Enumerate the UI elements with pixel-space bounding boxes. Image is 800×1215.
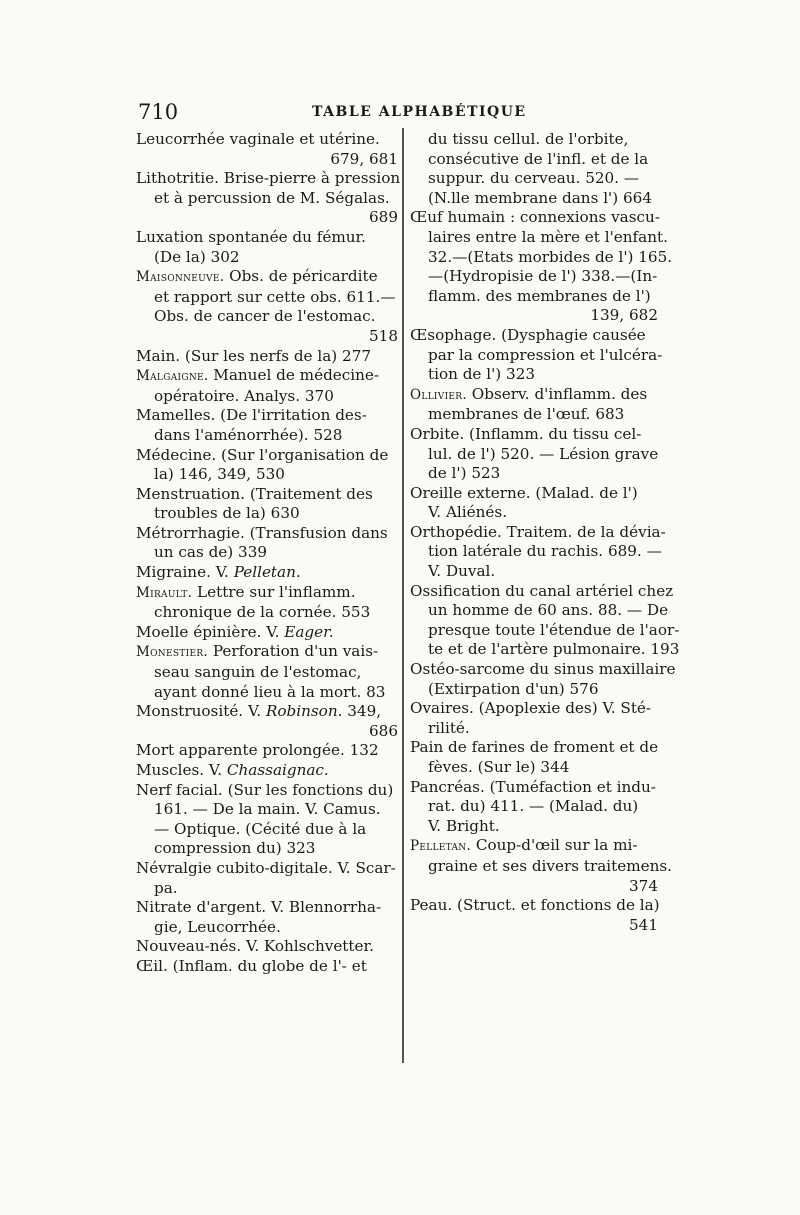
entry-text: (Extirpation d'un) 576 [428, 679, 599, 698]
entry-text: rat. du) 411. — (Malad. du) [428, 797, 639, 816]
index-entry [136, 347, 398, 367]
entry-text: Lettre sur l'inflamm. [192, 582, 356, 601]
index-entry [410, 699, 658, 738]
entry-text: gie, Leucorrhée. [154, 917, 281, 936]
entry-line [136, 288, 398, 308]
running-head: TABLE ALPHABÉTIQUE [312, 104, 527, 120]
entry-line [136, 248, 398, 268]
entry-text: un homme de 60 ans. 88. — De [428, 601, 669, 620]
index-entry [410, 738, 658, 777]
entry-line [136, 839, 398, 859]
entry-line [410, 189, 658, 209]
index-entry [136, 957, 398, 977]
entry-text: rilité. [428, 718, 470, 737]
entry-text: dans l'aménorrhée). 528 [154, 425, 343, 444]
entry-text: graine et ses divers traitemens. [428, 856, 673, 875]
column-divider [402, 128, 405, 1063]
left-column [136, 130, 401, 977]
entry-text: Mamelles. (De l'irritation des- [136, 406, 367, 425]
entry-line [136, 150, 398, 170]
entry-line [136, 347, 398, 367]
entry-line [410, 503, 658, 523]
entry-text: Obs. de cancer de l'estomac. [154, 307, 376, 326]
entry-text: Perforation d'un vais- [208, 642, 379, 661]
entry-line [136, 879, 398, 899]
entry-line [410, 169, 658, 189]
entry-text: Menstruation. (Traitement des [136, 484, 373, 503]
entry-text: — Optique. (Cécité due à la [154, 819, 367, 838]
entry-line [410, 817, 658, 837]
entry-text: Ovaires. (Apoplexie des) V. Sté- [410, 699, 652, 718]
entry-text: un cas de) 339 [154, 543, 268, 562]
entry-text: Nitrate d'argent. V. Blennorrha- [136, 898, 382, 917]
entry-line [136, 307, 398, 327]
index-entry [136, 169, 401, 228]
entry-text: Migraine. V. [136, 563, 234, 582]
entry-line [410, 699, 658, 719]
entry-line [136, 937, 398, 957]
entry-text: Médecine. (Sur l'organisation de [136, 445, 389, 464]
index-entry [136, 583, 398, 623]
entry-line [410, 464, 658, 484]
index-entry [410, 208, 673, 326]
entry-text: (N.lle membrane dans l') 664 [428, 188, 652, 207]
entry-text: ayant donné lieu à la mort. 83 [154, 682, 386, 701]
index-entry [410, 325, 663, 385]
entry-text: membranes de l'œuf. 683 [428, 405, 625, 424]
entry-line [136, 918, 398, 938]
entry-text: Main. (Sur les nerfs de la) 277 [136, 346, 372, 365]
entry-text: Mort apparente prolongée. 132 [136, 741, 379, 760]
entry-line [410, 247, 673, 268]
index-entry [136, 702, 398, 741]
entry-text: 518 [369, 326, 398, 345]
entry-line [136, 465, 398, 485]
entry-text: te et de l'artère pulmonaire. 193 [428, 640, 680, 659]
author-name: Pelletan. [410, 838, 472, 855]
entry-text: tion de l') 323 [428, 365, 536, 384]
entry-page-ref: 349, [342, 702, 382, 721]
entry-text: Muscles. V. [136, 761, 227, 779]
entry-text: consécutive de l'infl. et de la [428, 149, 649, 168]
entry-line [410, 562, 658, 582]
entry-text: Œil. (Inflam. du globe de l'- et [136, 956, 367, 975]
entry-line [410, 877, 658, 897]
entry-line [410, 405, 658, 425]
index-entry [136, 859, 398, 898]
index-entry [136, 406, 398, 445]
entry-line [410, 836, 658, 857]
entry-line [136, 957, 398, 977]
entry-line [136, 663, 398, 683]
entry-text: V. Duval. [428, 562, 496, 581]
index-entry [136, 130, 398, 169]
entry-line [410, 365, 658, 385]
entry-text: la) 146, 349, 530 [154, 465, 285, 484]
entry-line [410, 680, 658, 700]
entry-line [136, 189, 398, 209]
entry-line [136, 543, 398, 563]
author-name: Malgaigne. [136, 368, 209, 385]
cross-reference: Robinson. [265, 702, 343, 721]
entry-line [136, 426, 398, 446]
index-entry [410, 522, 666, 582]
index-entry [136, 563, 398, 583]
entry-line [410, 916, 658, 936]
entry-text: Ostéo-sarcome du sinus maxillaire [410, 660, 676, 679]
entry-line [136, 781, 398, 801]
entry-line [410, 640, 680, 660]
entry-line [410, 719, 658, 739]
index-entry [136, 781, 398, 859]
entry-line [410, 484, 658, 504]
index-entry [136, 446, 398, 485]
index-entry [410, 660, 676, 699]
entry-line [410, 542, 662, 562]
entry-text: Leucorrhée vaginale et utérine. [136, 130, 380, 148]
cross-reference: Chassaignac. [226, 761, 329, 779]
entry-text: Moelle épinière. V. [136, 622, 285, 641]
index-entry [410, 581, 680, 660]
author-name: Maisonneuve. [136, 269, 225, 286]
index-entry [410, 425, 658, 484]
author-name: Mirault. [136, 584, 193, 601]
entry-line [136, 741, 398, 761]
index-entry [410, 130, 658, 208]
index-entry [410, 385, 658, 425]
entry-line [136, 130, 398, 150]
entry-line [136, 898, 398, 918]
entry-page-ref: 686 [369, 721, 398, 740]
entry-line [410, 660, 676, 680]
entry-text: Œsophage. (Dysphagie causée [410, 325, 646, 344]
entry-line [136, 702, 398, 722]
entry-text: 679, 681 [330, 149, 398, 168]
entry-line [136, 267, 398, 288]
index-entry [136, 623, 398, 643]
entry-line [410, 345, 663, 366]
entry-line [136, 366, 398, 387]
index-entry [136, 524, 398, 563]
entry-text: chronique de la cornée. 553 [154, 603, 371, 622]
page-number: 710 [138, 100, 179, 124]
entry-line [136, 623, 398, 643]
entry-text: Lithotritie. Brise-pierre à pression [136, 169, 401, 188]
index-entry [410, 484, 658, 523]
index-entry [410, 896, 658, 935]
entry-text: flamm. des membranes de l') [428, 286, 651, 305]
entry-text: compression du) 323 [154, 839, 316, 858]
entry-text: 32.—(Etats morbides de l') 165. [428, 247, 673, 266]
entry-text: Monstruosité. V. [136, 702, 266, 721]
entry-text: troubles de la) 630 [154, 504, 300, 523]
entry-text: pa. [154, 878, 178, 897]
entry-text: laires entre la mère et l'enfant. [428, 227, 668, 246]
entry-line [410, 522, 666, 543]
index-entry [136, 267, 398, 346]
entry-text: Observ. d'inflamm. des [466, 384, 648, 403]
index-entry [136, 741, 398, 761]
entry-line [410, 896, 658, 916]
entry-line [410, 797, 658, 817]
entry-line [410, 581, 674, 602]
entry-text: Nouveau-nés. V. Kohlschvetter. [136, 937, 374, 956]
entry-line [136, 563, 398, 583]
entry-text: 689 [369, 208, 398, 227]
entry-text: Orbite. (Inflamm. du tissu cel- [410, 424, 642, 443]
entry-line [136, 169, 401, 189]
entry-text: de l') 523 [428, 464, 501, 483]
entry-text: 374 [629, 876, 658, 895]
entry-text: Métrorrhagie. (Transfusion dans [136, 523, 388, 542]
entry-line [136, 683, 398, 703]
entry-line [136, 446, 398, 466]
entry-line [410, 150, 658, 170]
entry-text: Nerf facial. (Sur les fonctions du) [136, 780, 394, 799]
entry-line [410, 620, 680, 641]
entry-line [410, 267, 658, 287]
entry-text: opératoire. Analys. 370 [154, 386, 334, 405]
entry-line [410, 227, 668, 248]
entry-text: Obs. de péricardite [224, 267, 378, 286]
author-name: Ollivier. [410, 386, 467, 403]
index-entry [136, 937, 398, 957]
entry-line [410, 130, 658, 150]
entry-line [136, 642, 398, 663]
entry-text: Coup-d'œil sur la mi- [471, 836, 638, 855]
entry-line [410, 856, 673, 877]
entry-line [136, 485, 398, 505]
index-entry [410, 778, 658, 837]
author-name: Monestier. [136, 644, 209, 661]
index-entry [136, 366, 398, 406]
entry-text: seau sanguin de l'estomac, [154, 663, 362, 682]
entry-text: Peau. (Struct. et fonctions de la) [410, 896, 660, 915]
index-entry [136, 898, 398, 937]
entry-text: et à percussion de M. Ségalas. [154, 188, 390, 207]
entry-text: Ossification du canal artériel chez [410, 581, 674, 600]
entry-text: Manuel de médecine- [208, 366, 380, 385]
entry-line [136, 504, 398, 524]
entry-line [410, 385, 658, 406]
entry-text: fèves. (Sur le) 344 [428, 758, 570, 776]
entry-text: 541 [629, 915, 658, 934]
entry-text: Pancréas. (Tuméfaction et indu- [410, 777, 656, 796]
entry-line [136, 820, 398, 840]
entry-text: Orthopédie. Traitem. de la dévia- [410, 522, 666, 541]
entry-line [410, 208, 658, 228]
entry-line [136, 761, 398, 781]
entry-text: presque toute l'étendue de l'aor- [428, 620, 680, 639]
entry-line [136, 406, 398, 426]
index-entry [410, 836, 673, 896]
entry-line [410, 601, 669, 621]
entry-text: Œuf humain : connexions vascu- [410, 208, 660, 227]
entry-line [136, 800, 398, 820]
entry-text: V. Aliénés. [428, 503, 508, 522]
entry-text: du tissu cellul. de l'orbite, [428, 130, 629, 148]
entry-text: suppur. du cerveau. 520. — [428, 169, 640, 188]
entry-line [136, 859, 398, 879]
entry-line [410, 758, 658, 778]
entry-text: 161. — De la main. V. Camus. [154, 800, 381, 819]
entry-text: Oreille externe. (Malad. de l') [410, 483, 638, 502]
index-entry [136, 485, 398, 524]
entry-line [136, 583, 398, 604]
entry-text: Pain de farines de froment et de [410, 738, 659, 757]
entry-line [410, 445, 658, 465]
entry-line [136, 524, 398, 544]
entry-line [136, 327, 398, 347]
entry-text: lul. de l') 520. — Lésion grave [428, 444, 659, 463]
entry-text: Luxation spontanée du fémur. [136, 227, 366, 246]
entry-line [136, 208, 398, 228]
entry-line [410, 778, 658, 798]
entry-line [410, 425, 658, 445]
entry-text: par la compression et l'ulcéra- [428, 345, 663, 364]
entry-line [136, 228, 398, 248]
right-column [410, 130, 680, 935]
entry-line [410, 287, 658, 307]
entry-text: et rapport sur cette obs. 611.— [154, 287, 396, 306]
entry-line [410, 738, 658, 758]
entry-line [136, 387, 398, 407]
entry-text: Névralgie cubito-digitale. V. Scar- [136, 858, 396, 877]
index-entry [136, 228, 398, 267]
cross-reference: Eager. [284, 622, 334, 641]
index-entry [136, 642, 398, 702]
entry-text: 139, 682 [590, 306, 658, 325]
entry-text: tion latérale du rachis. 689. — [428, 542, 662, 561]
entry-line [410, 326, 658, 346]
cross-reference: Pelletan. [233, 563, 301, 582]
index-entry [136, 761, 398, 781]
entry-line [136, 603, 398, 623]
entry-text: (De la) 302 [154, 247, 240, 266]
entry-text: —(Hydropisie de l') 338.—(In- [428, 267, 658, 286]
entry-text: V. Bright. [428, 816, 500, 835]
entry-line [410, 306, 658, 326]
